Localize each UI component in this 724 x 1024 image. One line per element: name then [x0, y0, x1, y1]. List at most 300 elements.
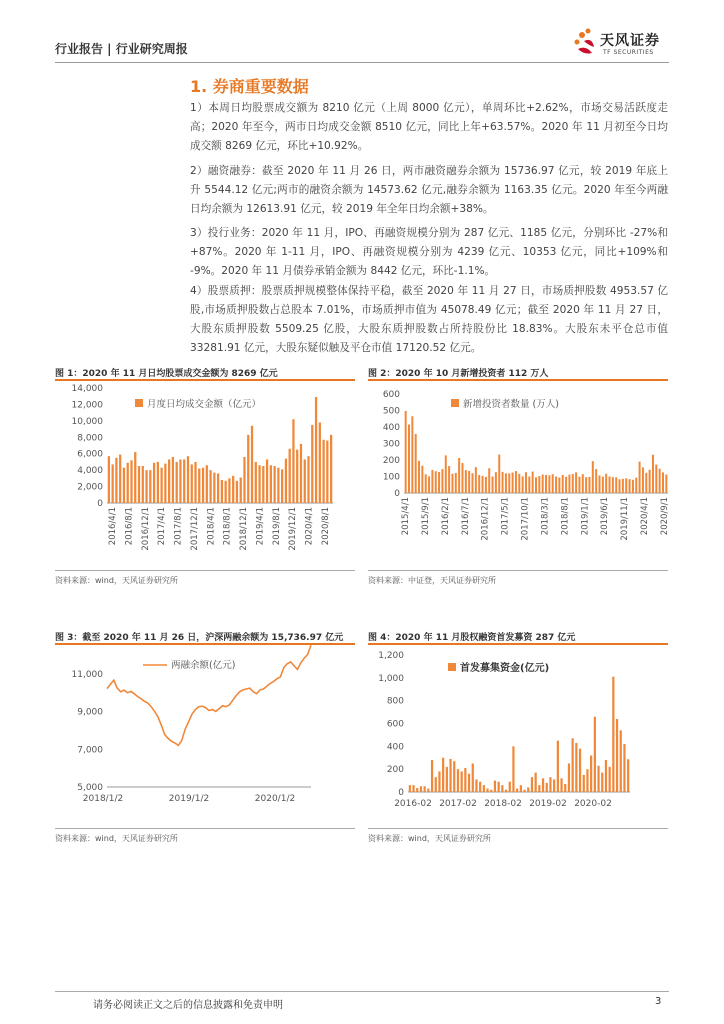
bar	[194, 462, 196, 503]
y-tick-label: 1,000	[378, 673, 404, 684]
bar	[546, 783, 548, 792]
x-tick-label: 2020/4/1	[640, 497, 651, 536]
x-tick-label: 2019/8/1	[271, 507, 282, 546]
x-tick-label: 2018/8/1	[222, 507, 233, 546]
bar	[490, 790, 492, 792]
bar	[213, 473, 215, 503]
x-tick-label: 2016/8/1	[124, 507, 135, 546]
bar	[527, 787, 529, 792]
bar	[108, 456, 110, 503]
bar	[502, 472, 504, 493]
bar	[509, 782, 511, 792]
bar	[525, 472, 527, 493]
bar	[168, 459, 170, 503]
bar	[472, 763, 474, 792]
bar	[645, 473, 647, 493]
bar	[172, 457, 174, 503]
bar	[592, 461, 594, 493]
bar	[142, 466, 144, 503]
figure-3-rule	[55, 643, 355, 645]
bar	[445, 455, 447, 493]
y-tick-label: 10,000	[71, 416, 103, 427]
bar	[134, 452, 136, 503]
legend-label: 首发募集资金(亿元)	[460, 663, 550, 674]
bar	[183, 459, 185, 503]
bar	[555, 477, 557, 494]
y-tick-label: 600	[386, 719, 404, 730]
bar	[304, 459, 306, 503]
x-tick-label: 2020/8/1	[321, 507, 331, 546]
bar	[123, 468, 125, 503]
bar	[483, 785, 485, 792]
bar	[217, 473, 219, 503]
bar	[315, 397, 317, 503]
bar	[562, 475, 564, 493]
x-tick-label: 2016-02	[394, 799, 432, 809]
bar	[612, 477, 614, 493]
x-tick-label: 2019/12/1	[288, 507, 299, 551]
y-tick-label: 8,000	[77, 433, 103, 444]
bar	[585, 477, 587, 493]
section-title: 1. 券商重要数据	[190, 77, 309, 96]
bar	[472, 473, 474, 493]
y-tick-label: 4,000	[77, 466, 103, 477]
y-tick-label: 0	[398, 788, 404, 798]
x-tick-label: 2017/12/1	[189, 507, 200, 551]
y-tick-label: 7,000	[77, 745, 103, 756]
y-tick-label: 6,000	[77, 449, 103, 460]
bar	[296, 450, 298, 503]
bar	[520, 785, 522, 792]
bar	[622, 479, 624, 493]
bar	[115, 458, 117, 503]
bar	[442, 758, 444, 792]
header-divider	[55, 62, 669, 63]
bar	[586, 769, 588, 792]
bar	[582, 474, 584, 493]
bar	[411, 416, 413, 493]
bar	[448, 466, 450, 493]
bar	[639, 462, 641, 493]
bar	[565, 477, 567, 493]
bar	[449, 759, 451, 792]
legend-swatch	[448, 663, 456, 671]
bar	[620, 730, 622, 792]
bar	[421, 466, 423, 493]
bar	[616, 719, 618, 792]
bar	[451, 474, 453, 493]
x-tick-label: 2016/4/1	[108, 507, 118, 546]
bar	[281, 469, 283, 503]
bar	[464, 768, 466, 792]
bar	[632, 480, 634, 493]
legend-label: 新增投资者数量 (万人)	[463, 399, 559, 410]
bar	[289, 449, 291, 503]
y-tick-label: 500	[382, 406, 400, 417]
bar	[655, 465, 657, 493]
bar	[508, 473, 510, 493]
bar	[270, 465, 272, 503]
bar	[428, 476, 430, 493]
x-tick-label: 2019/11/1	[620, 497, 631, 541]
x-tick-label: 2020/1/2	[254, 794, 296, 804]
bar	[665, 475, 667, 493]
bar	[457, 769, 459, 792]
bar	[255, 462, 257, 503]
x-tick-label: 2016/12/1	[480, 497, 491, 541]
bar	[191, 464, 193, 503]
bar	[409, 785, 411, 792]
bar	[578, 477, 580, 493]
bar	[441, 469, 443, 493]
bar	[531, 777, 533, 792]
figure-1-title: 图 1：2020 年 11 月日均股票成交金额为 8269 亿元	[55, 369, 278, 379]
bar	[619, 479, 621, 493]
y-tick-label: 0	[394, 489, 400, 499]
bar	[438, 472, 440, 493]
bar	[505, 790, 507, 792]
bar	[492, 477, 494, 494]
page-number: 3	[655, 996, 662, 1007]
logo-text: 天风证券	[600, 33, 660, 49]
bar	[461, 771, 463, 792]
figure-3-title: 图 3：截至 2020 年 11 月 26 日，沪深两融余额为 15,736.97 亿元	[55, 633, 344, 643]
figure-4-bottom-rule	[368, 828, 668, 829]
bar	[277, 468, 279, 503]
bar	[538, 785, 540, 792]
bar	[415, 434, 417, 493]
paragraph-margin-trading: 2）融资融券：截至 2020 年 11 月 26 日，两市融资融券余额为 15736.97 亿元，较 2019 年底上升 5544.12 亿元;两市的融资余额为 14573.62 亿元,融券余额为 1163.35 亿元。2020 年至今两融日均余额为 12613.91 亿元，较 2019 年全年日均余额+38%。	[190, 165, 668, 215]
x-tick-label: 2018-02	[484, 799, 522, 809]
x-tick-label: 2017/10/1	[520, 497, 531, 541]
bar	[623, 744, 625, 792]
x-tick-label: 2018/12/1	[239, 507, 250, 551]
bar	[273, 466, 275, 503]
x-tick-label: 2018/4/1	[206, 507, 217, 546]
y-tick-label: 600	[382, 390, 400, 400]
bar	[625, 478, 627, 493]
bar	[119, 455, 121, 503]
bar	[494, 781, 496, 792]
figure-3-bottom-rule	[55, 828, 355, 829]
bar	[572, 474, 574, 493]
bar	[408, 425, 410, 493]
x-tick-label: 2019/6/1	[600, 497, 611, 536]
bar	[605, 760, 607, 792]
paragraph-trading-volume: 1）本周日均股票成交额为 8210 亿元（上周 8000 亿元），单周环比+2.62%，市场交易活跃度走高；2020 年至今，两市日均成交金额 8510 亿元，同比上年+63.57%。2020 年 11 月初至今日均成交额 8269 亿元，环比+10.92%。	[190, 102, 668, 152]
bar	[594, 717, 596, 792]
bar	[243, 457, 245, 503]
bar	[319, 423, 321, 504]
x-tick-label: 2017-02	[439, 799, 477, 809]
bar	[266, 459, 268, 503]
figure-1-chart	[55, 382, 355, 567]
bar	[475, 779, 477, 792]
bar	[516, 789, 518, 792]
x-tick-label: 2018/8/1	[560, 497, 571, 536]
x-tick-label: 2016/12/1	[140, 507, 151, 551]
bar	[609, 477, 611, 494]
legend-label: 月度日均成交金额（亿元）	[147, 399, 262, 410]
bar	[478, 475, 480, 493]
bar	[130, 460, 132, 503]
bar	[405, 411, 407, 493]
bar	[232, 476, 234, 503]
bar	[528, 477, 530, 494]
bar	[435, 777, 437, 792]
bar	[575, 743, 577, 792]
x-tick-label: 2016/7/1	[460, 497, 471, 536]
y-tick-label: 14,000	[71, 384, 103, 394]
bar	[635, 478, 637, 493]
bar	[187, 456, 189, 503]
bar	[518, 474, 520, 493]
bar	[427, 789, 429, 792]
x-tick-label: 2015/9/1	[420, 497, 431, 536]
x-tick-label: 2017/8/1	[173, 507, 184, 546]
bar	[479, 782, 481, 792]
bar	[498, 782, 500, 792]
bar	[662, 472, 664, 493]
bar	[532, 472, 534, 493]
bar	[652, 455, 654, 493]
bar	[425, 474, 427, 493]
bar	[153, 463, 155, 503]
bar	[164, 464, 166, 503]
bar	[458, 458, 460, 493]
bar	[420, 786, 422, 792]
figure-1-bottom-rule	[55, 570, 355, 571]
bar	[522, 476, 524, 493]
bar	[176, 462, 178, 503]
bar	[552, 474, 554, 493]
bar	[262, 466, 264, 503]
bar	[412, 785, 414, 792]
bar	[548, 475, 550, 493]
bar	[627, 759, 629, 792]
bar	[612, 677, 614, 792]
bar	[431, 470, 433, 493]
y-tick-label: 800	[386, 696, 404, 707]
logo-subtext: TF SECURITIES	[603, 49, 654, 56]
bar	[455, 473, 457, 493]
x-tick-label: 2017/5/1	[500, 497, 511, 536]
bar	[642, 467, 644, 493]
bar	[258, 465, 260, 503]
bar	[446, 767, 448, 792]
paragraph-stock-pledge: 4）股票质押：股票质押规模整体保持平稳，截至 2020 年 11 月 27 日，市场质押股数 4953.57 亿股,市场质押股数占总股本 7.01%，市场质押市值为 45078.49 亿元；截至 2020 年 11 月 27 日，大股东质押股数 5509.25 亿股，大股东质押股数占所持股份比 18.83%。大股东未平仓总市值 33281.91 亿元，大股东疑似触及平仓市值 17120.52 亿元。	[190, 285, 668, 354]
bar	[572, 738, 574, 792]
bar	[145, 470, 147, 503]
bar	[240, 478, 242, 503]
bar	[557, 741, 559, 792]
bar	[597, 766, 599, 792]
y-tick-label: 200	[382, 456, 400, 466]
bar	[424, 786, 426, 792]
x-tick-label: 2018/3/1	[540, 497, 551, 536]
figure-4-title: 图 4：2020 年 11 月股权融资首发募资 287 亿元	[368, 633, 576, 643]
bar	[251, 426, 253, 503]
bar	[236, 481, 238, 503]
bar	[330, 435, 332, 503]
bar	[311, 425, 313, 503]
y-tick-label: 12,000	[71, 400, 103, 411]
legend-label: 两融余额(亿元)	[171, 660, 236, 671]
bar	[247, 435, 249, 503]
bar	[515, 471, 517, 493]
bar	[629, 479, 631, 493]
x-tick-label: 2020/4/1	[304, 507, 315, 546]
bar	[568, 475, 570, 493]
bar	[601, 773, 603, 792]
bar	[285, 459, 287, 503]
legend-swatch	[451, 399, 459, 407]
y-tick-label: 1,200	[378, 651, 404, 661]
y-tick-label: 400	[382, 423, 400, 433]
bar	[553, 779, 555, 792]
figure-2-bottom-rule	[368, 570, 668, 571]
bar	[535, 477, 537, 493]
x-tick-label: 2020-02	[574, 799, 612, 809]
bar	[542, 778, 544, 792]
bar	[560, 778, 562, 792]
figure-4-rule	[368, 643, 668, 645]
bar	[595, 469, 597, 493]
bar	[206, 465, 208, 503]
bar	[523, 790, 525, 792]
x-tick-label: 2019/4/1	[255, 507, 266, 546]
bar	[485, 477, 487, 493]
bar	[326, 441, 328, 503]
bar	[431, 760, 433, 792]
bar	[112, 464, 114, 503]
figure-4-source: 资料来源：wind，天风证券研究所	[368, 834, 491, 843]
y-tick-label: 400	[386, 742, 404, 753]
bar	[609, 767, 611, 792]
report-category: 行业报告 | 行业研究周报	[55, 42, 188, 56]
figure-2-chart	[368, 382, 668, 567]
bar	[225, 481, 227, 503]
bar	[138, 466, 140, 503]
bar	[542, 475, 544, 493]
bar	[558, 477, 560, 493]
bar	[465, 470, 467, 493]
bar	[512, 746, 514, 792]
bar	[179, 459, 181, 503]
bar	[468, 471, 470, 493]
bar	[583, 775, 585, 792]
x-tick-label: 2019/1/1	[580, 497, 591, 536]
bar	[575, 472, 577, 493]
y-tick-label: 100	[382, 472, 400, 483]
y-tick-label: 5,000	[77, 783, 103, 793]
bar	[438, 771, 440, 792]
bar	[322, 440, 324, 503]
bar	[418, 461, 420, 493]
x-tick-label: 2018/1/2	[82, 794, 124, 804]
bar	[482, 476, 484, 493]
bar	[160, 468, 162, 503]
bar	[292, 419, 294, 503]
bar	[300, 444, 302, 503]
bar	[495, 472, 497, 493]
x-tick-label: 2015/4/1	[401, 497, 411, 536]
bar	[221, 480, 223, 503]
x-tick-label: 2017/4/1	[157, 507, 168, 546]
bar	[486, 789, 488, 792]
x-tick-label: 2020/9/1	[660, 497, 670, 536]
bar	[549, 777, 551, 792]
bar	[228, 478, 230, 503]
bar	[149, 470, 151, 503]
bar	[545, 475, 547, 493]
bar	[127, 463, 129, 503]
bar	[649, 470, 651, 493]
y-tick-label: 200	[386, 765, 404, 776]
x-tick-label: 2019-02	[529, 799, 567, 809]
bar	[579, 749, 581, 792]
bar	[202, 468, 204, 503]
bar	[564, 784, 566, 792]
bar	[505, 473, 507, 493]
bar	[588, 477, 590, 493]
figure-1-source: 资料来源：wind，天风证券研究所	[55, 576, 178, 585]
bar	[468, 774, 470, 792]
figure-1-rule	[55, 379, 355, 381]
figure-2-source: 资料来源：中证登，天风证券研究所	[368, 576, 496, 585]
bar	[538, 476, 540, 493]
x-tick-label: 2016/2/1	[440, 497, 451, 536]
figure-3-source: 资料来源：wind，天风证券研究所	[55, 834, 178, 843]
figure-4-chart	[368, 646, 668, 816]
bar	[568, 763, 570, 792]
footer-divider	[55, 991, 669, 992]
figure-2-title: 图 2：2020 年 10 月新增投资者 112 万人	[368, 369, 549, 379]
figure-3-chart	[55, 646, 355, 811]
bar	[602, 477, 604, 493]
y-tick-label: 2,000	[77, 482, 103, 493]
bar	[512, 473, 514, 493]
paragraph-investment-banking: 3）投行业务：2020 年 11 月，IPO、再融资规模分别为 287 亿元、1185 亿元，分别环比 -27%和+87%。2020 年 1-11 月，IPO、再融资规模分别为 4239 亿元、10353 亿元，同比+109%和 -9%。2020 年 11 月债券承销金额为 8442 亿元，环比-1.1%。	[190, 227, 668, 277]
bar	[198, 469, 200, 504]
y-tick-label: 0	[97, 499, 103, 509]
bar	[590, 755, 592, 792]
bar	[488, 468, 490, 493]
x-tick-label: 2019/1/2	[168, 794, 210, 804]
bar	[157, 462, 159, 503]
y-tick-label: 11,000	[71, 670, 103, 680]
bar	[535, 773, 537, 792]
bar	[498, 455, 500, 493]
bar	[209, 470, 211, 503]
disclaimer-text: 请务必阅读正文之后的信息披露和免责申明	[93, 1000, 283, 1011]
bar	[501, 785, 503, 792]
bar	[307, 456, 309, 503]
bar	[435, 471, 437, 493]
bar	[453, 761, 455, 792]
figure-2-rule	[368, 379, 668, 381]
y-tick-label: 9,000	[77, 707, 103, 718]
bar	[475, 467, 477, 493]
bar	[598, 476, 600, 493]
bar	[416, 788, 418, 792]
bar	[605, 474, 607, 493]
y-tick-label: 300	[382, 439, 400, 450]
legend-swatch	[135, 399, 143, 407]
bar	[659, 469, 661, 493]
bar	[615, 477, 617, 493]
bar	[461, 463, 463, 493]
